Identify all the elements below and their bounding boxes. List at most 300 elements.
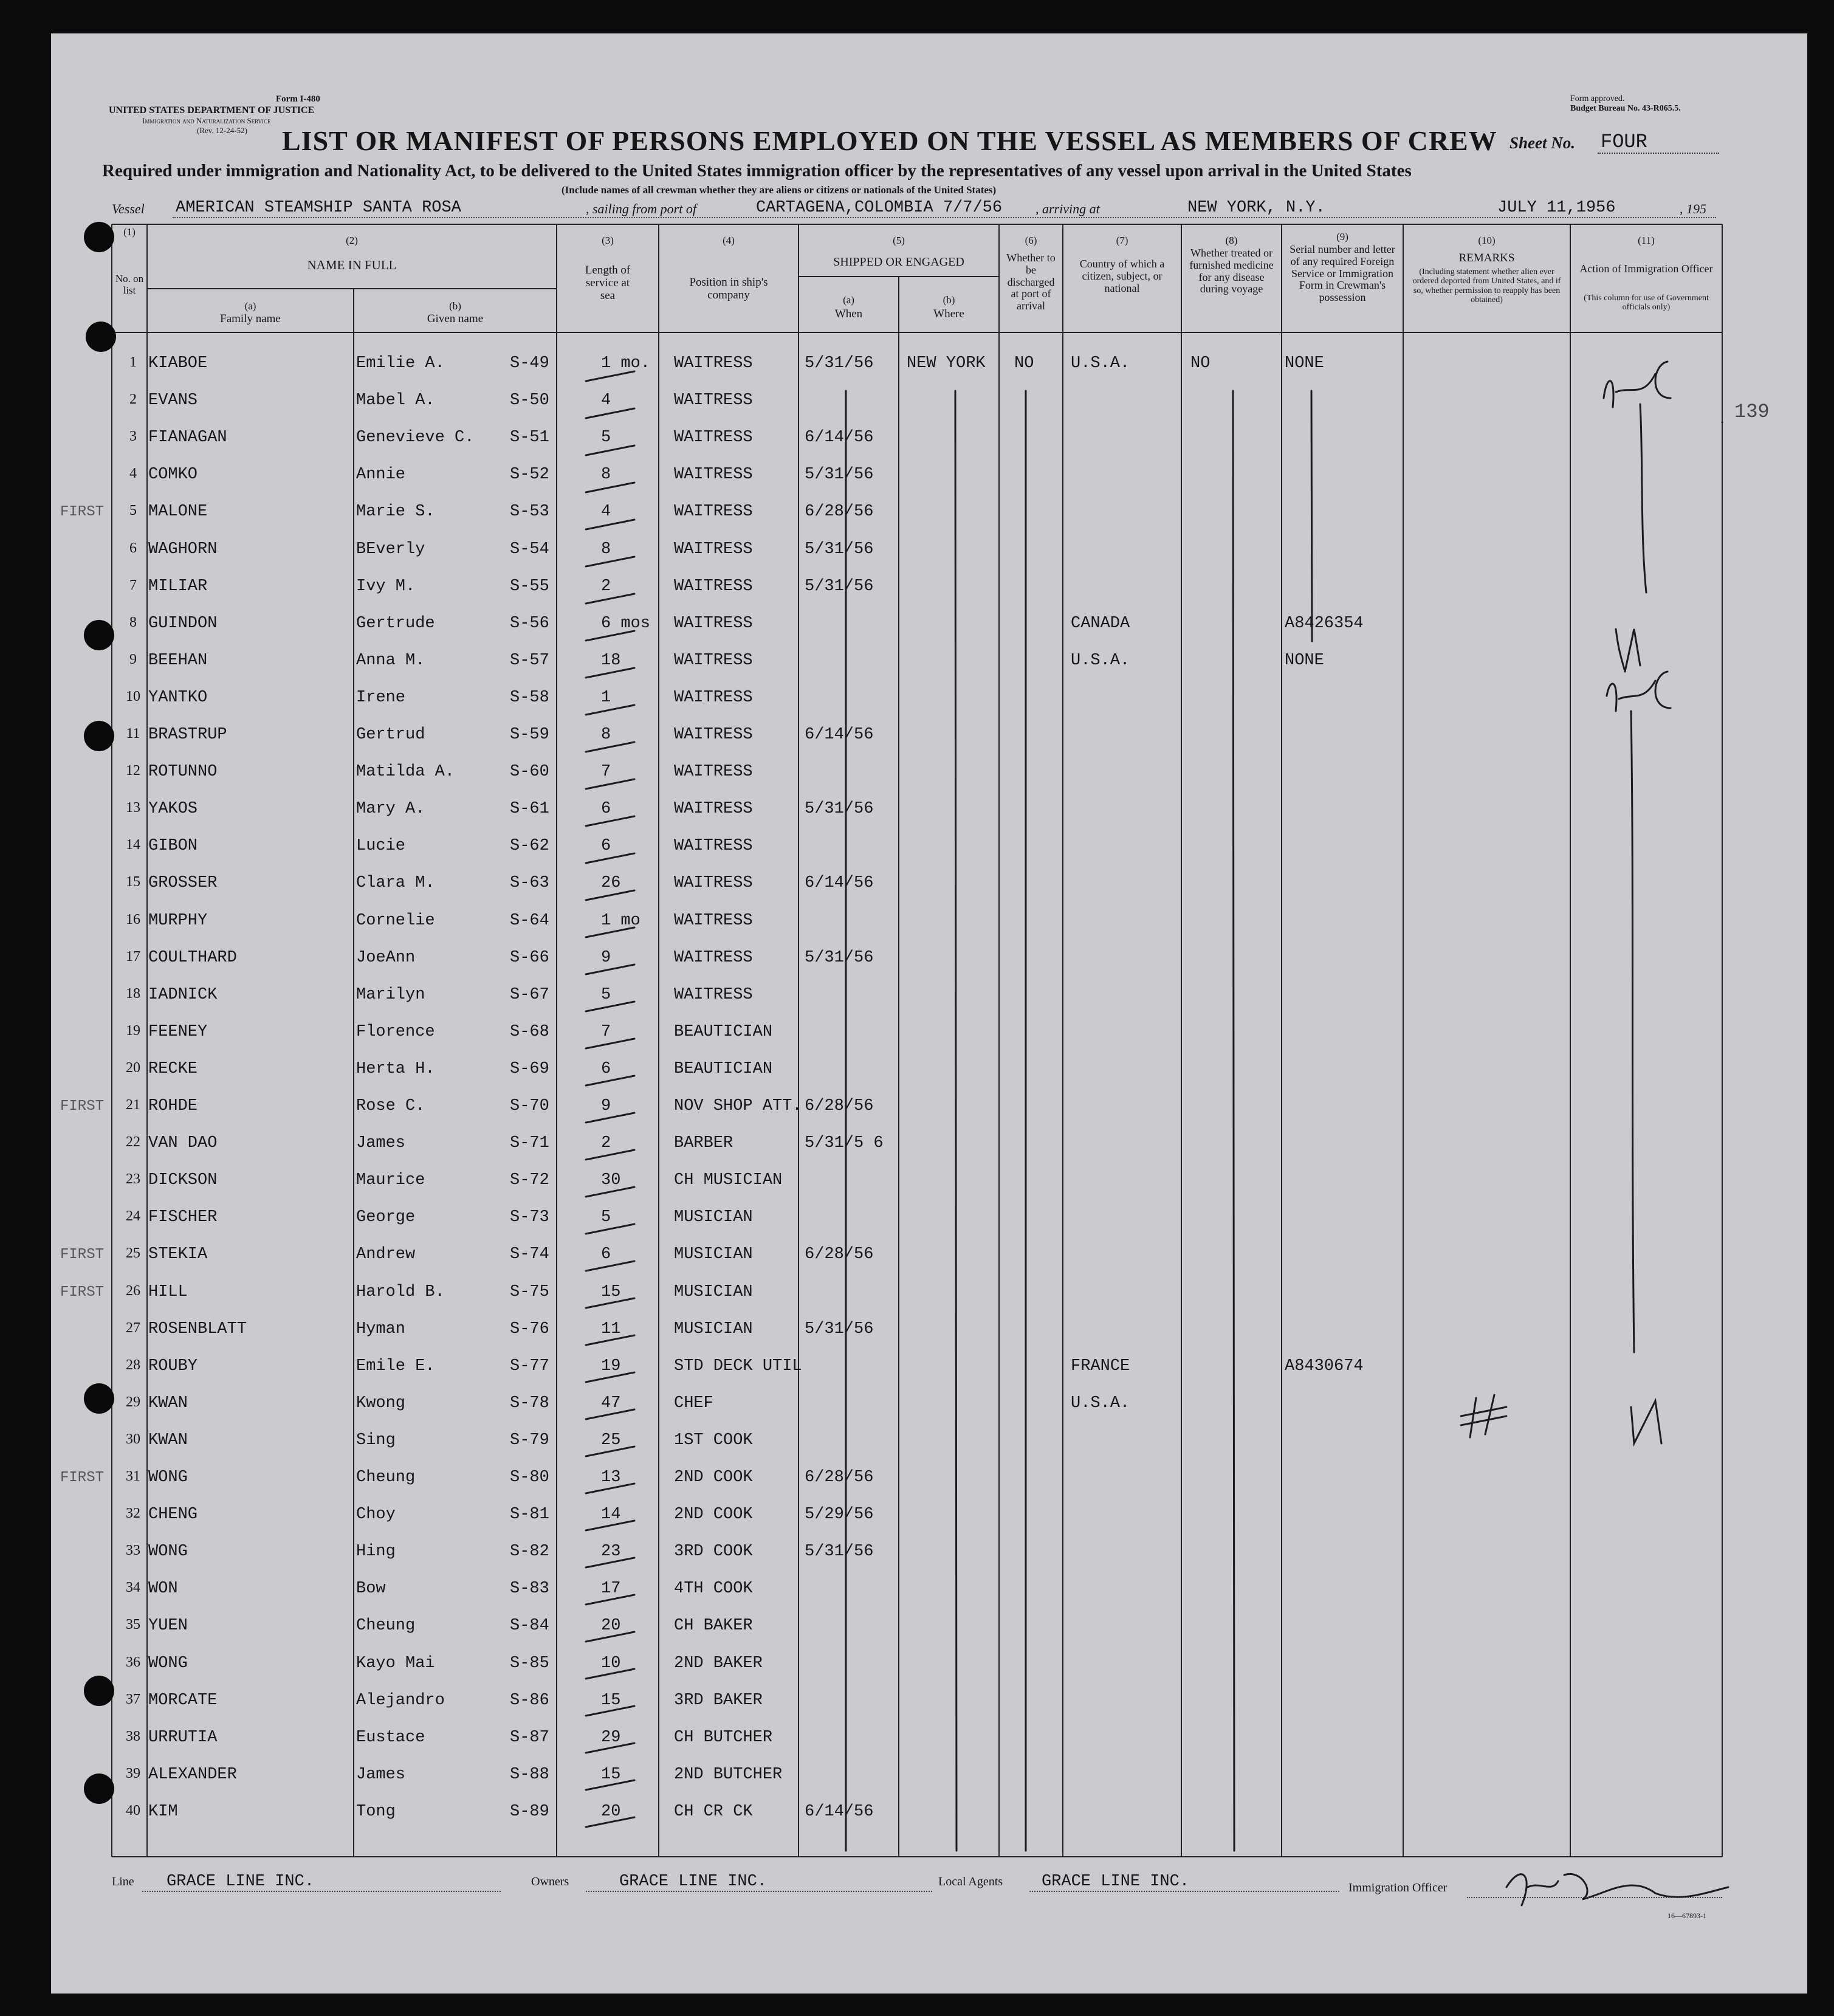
position: MUSICIAN <box>674 1208 753 1227</box>
col1-number: (1) <box>123 226 136 238</box>
year-suffix: , 195 <box>1680 201 1706 216</box>
form-approved: Form approved. <box>1570 94 1625 103</box>
length-of-service: 15 <box>601 1691 621 1710</box>
line-label: Line <box>112 1875 134 1888</box>
shipped-when: 5/31/56 <box>805 540 874 559</box>
col5-title: SHIPPED OR ENGAGED <box>833 255 964 269</box>
crew-serial: S-53 <box>510 503 549 521</box>
given-name: Rose C. <box>356 1097 425 1115</box>
position: CH MUSICIAN <box>674 1171 783 1190</box>
shipped-when: 6/28/56 <box>805 1097 874 1115</box>
country: U.S.A. <box>1071 651 1130 670</box>
col1-title: No. on list <box>115 273 144 296</box>
family-name: WON <box>148 1580 178 1598</box>
country: CANADA <box>1071 614 1130 633</box>
owners-value: GRACE LINE INC. <box>619 1873 768 1891</box>
length-of-service: 4 <box>601 503 611 521</box>
length-of-service: 14 <box>601 1505 621 1524</box>
position: CH CR CK <box>674 1802 753 1821</box>
given-name: Bow <box>356 1580 386 1598</box>
row-number: 22 <box>126 1134 140 1151</box>
manifest-sheet <box>51 33 1807 1994</box>
crew-serial: S-80 <box>510 1468 549 1487</box>
sailing-from: CARTAGENA,COLOMBIA 7/7/56 <box>756 199 1003 217</box>
col5-number: (5) <box>893 235 905 246</box>
family-name: ROTUNNO <box>148 763 218 782</box>
position: NOV SHOP ATT. <box>674 1097 802 1115</box>
shipped-when: 5/31/56 <box>805 1319 874 1338</box>
position: WAITRESS <box>674 837 753 856</box>
crew-serial: S-81 <box>510 1505 549 1524</box>
row-number: 26 <box>126 1282 140 1299</box>
arrival-date: JULY 11,1956 <box>1497 199 1616 217</box>
row-number: 16 <box>126 911 140 927</box>
given-name: Choy <box>356 1505 396 1524</box>
country: FRANCE <box>1071 1357 1130 1375</box>
col3-number: (3) <box>602 235 614 246</box>
position: WAITRESS <box>674 763 753 782</box>
family-name: HILL <box>148 1282 188 1301</box>
position: WAITRESS <box>674 540 753 559</box>
length-of-service: 6 <box>601 1059 611 1078</box>
crew-serial: S-87 <box>510 1728 549 1747</box>
margin-note: FIRST <box>60 1247 105 1264</box>
crew-serial: S-75 <box>510 1282 549 1301</box>
family-name: FISCHER <box>148 1208 218 1227</box>
row-number: 6 <box>129 540 137 556</box>
form-serial: A8426354 <box>1285 614 1364 633</box>
length-of-service: 29 <box>601 1728 621 1747</box>
crew-serial: S-62 <box>510 837 549 856</box>
col10-subtitle: (Including statement whether alien ever ordered deported from United States, and if so, whether permission to reapply has been obtained) <box>1412 267 1561 305</box>
row-number: 40 <box>126 1802 140 1818</box>
crew-serial: S-82 <box>510 1543 549 1561</box>
length-of-service: 11 <box>601 1319 621 1338</box>
row-number: 24 <box>126 1208 140 1225</box>
crew-serial: S-72 <box>510 1171 549 1190</box>
position: WAITRESS <box>674 726 753 744</box>
crew-serial: S-70 <box>510 1097 549 1115</box>
row-number: 10 <box>126 688 140 704</box>
given-name: Mary A. <box>356 800 425 819</box>
discharge: NO <box>1014 354 1034 373</box>
length-of-service: 9 <box>601 1097 611 1115</box>
crew-serial: S-89 <box>510 1802 549 1821</box>
given-name: James <box>356 1765 406 1784</box>
crew-serial: S-79 <box>510 1431 549 1450</box>
given-name: Kwong <box>356 1394 406 1412</box>
row-number: 18 <box>126 985 140 1002</box>
position: 1ST COOK <box>674 1431 753 1450</box>
length-of-service: 7 <box>601 763 611 782</box>
col2-number: (2) <box>346 235 358 246</box>
row-number: 8 <box>129 614 137 630</box>
length-of-service: 6 <box>601 837 611 856</box>
row-number: 30 <box>126 1431 140 1447</box>
length-of-service: 30 <box>601 1171 621 1190</box>
line-value: GRACE LINE INC. <box>167 1873 315 1891</box>
punch-hole <box>86 322 116 352</box>
agents-label: Local Agents <box>938 1875 1003 1888</box>
position: MUSICIAN <box>674 1282 753 1301</box>
family-name: VAN DAO <box>148 1134 218 1153</box>
position: WAITRESS <box>674 688 753 707</box>
family-name: WONG <box>148 1468 188 1487</box>
given-name: Eustace <box>356 1728 425 1747</box>
row-number: 37 <box>126 1691 140 1707</box>
col11-subtitle: (This column for use of Government officials only) <box>1584 294 1709 312</box>
vessel-label: Vessel <box>112 201 145 216</box>
family-name: YANTKO <box>148 688 208 707</box>
family-name: WONG <box>148 1654 188 1673</box>
col4-title: Position in ship's company <box>689 276 768 301</box>
position: WAITRESS <box>674 985 753 1004</box>
row-number: 19 <box>126 1022 140 1039</box>
family-name: GIBON <box>148 837 198 856</box>
length-of-service: 7 <box>601 1022 611 1041</box>
given-name: Alejandro <box>356 1691 445 1710</box>
country: U.S.A. <box>1071 354 1130 373</box>
given-name: James <box>356 1134 406 1153</box>
given-name: Harold B. <box>356 1282 445 1301</box>
given-name: Sing <box>356 1431 396 1450</box>
length-of-service: 26 <box>601 874 621 893</box>
punch-hole <box>84 222 114 252</box>
family-name: STEKIA <box>148 1245 208 1264</box>
row-number: 35 <box>126 1617 140 1633</box>
family-name: KWAN <box>148 1394 188 1412</box>
row-number: 20 <box>126 1059 140 1076</box>
row-number: 36 <box>126 1654 140 1670</box>
family-name: WAGHORN <box>148 540 218 559</box>
form-serial: NONE <box>1285 354 1324 373</box>
position: 3RD BAKER <box>674 1691 763 1710</box>
col10-number: (10) <box>1478 235 1496 246</box>
col10-title: REMARKS <box>1458 252 1515 264</box>
given-name: George <box>356 1208 416 1227</box>
agents-value: GRACE LINE INC. <box>1042 1873 1190 1891</box>
col9-number: (9) <box>1336 231 1348 243</box>
position: WAITRESS <box>674 577 753 596</box>
length-of-service: 15 <box>601 1282 621 1301</box>
given-name: Cheung <box>356 1617 416 1636</box>
row-number: 25 <box>126 1245 140 1262</box>
medicine: NO <box>1190 354 1211 373</box>
position: BEAUTICIAN <box>674 1022 773 1041</box>
length-of-service: 4 <box>601 391 611 410</box>
shipped-when: 6/28/56 <box>805 1245 874 1264</box>
row-number: 9 <box>129 651 137 667</box>
page-title: LIST OR MANIFEST OF PERSONS EMPLOYED ON THE VESSEL AS MEMBERS OF CREW <box>282 125 1497 156</box>
length-of-service: 2 <box>601 577 611 596</box>
row-number: 14 <box>126 837 140 853</box>
col7-number: (7) <box>1116 235 1128 246</box>
given-name: JoeAnn <box>356 948 416 967</box>
given-name: Marilyn <box>356 985 425 1004</box>
margin-note: FIRST <box>60 1098 105 1115</box>
punch-hole <box>84 721 114 751</box>
position: MUSICIAN <box>674 1319 753 1338</box>
length-of-service: 19 <box>601 1357 621 1375</box>
family-name: RECKE <box>148 1059 198 1078</box>
given-name: Herta H. <box>356 1059 435 1078</box>
owners-label: Owners <box>531 1875 569 1888</box>
form-number: Form I-480 <box>276 94 320 104</box>
crew-serial: S-74 <box>510 1245 549 1264</box>
handwritten-annotations <box>51 33 1807 1994</box>
family-name: COULTHARD <box>148 948 237 967</box>
given-name: Marie S. <box>356 503 435 521</box>
length-of-service: 6 <box>601 800 611 819</box>
given-name: Irene <box>356 688 406 707</box>
col6-title: Whether to be discharged at port of arrival <box>1006 252 1056 312</box>
family-name: CHENG <box>148 1505 198 1524</box>
shipped-when: 6/14/56 <box>805 1802 874 1821</box>
col6-number: (6) <box>1025 235 1037 246</box>
position: CHEF <box>674 1394 713 1412</box>
shipped-when: 5/31/56 <box>805 948 874 967</box>
position: 4TH COOK <box>674 1580 753 1598</box>
crew-serial: S-88 <box>510 1765 549 1784</box>
col5b-number: (b) <box>943 294 955 306</box>
given-name: Genevieve C. <box>356 428 475 447</box>
arriving-at: NEW YORK, N.Y. <box>1187 199 1325 217</box>
col11-title: Action of Immigration Officer <box>1579 263 1713 275</box>
length-of-service: 15 <box>601 1765 621 1784</box>
footer-code: 16—67893-1 <box>1667 1911 1706 1920</box>
crew-serial: S-57 <box>510 651 549 670</box>
crew-serial: S-61 <box>510 800 549 819</box>
margin-note: FIRST <box>60 1284 105 1301</box>
punch-hole <box>84 1773 114 1804</box>
position: CH BUTCHER <box>674 1728 773 1747</box>
given-name: Emilie A. <box>356 354 445 373</box>
shipped-when: 5/31/56 <box>805 577 874 596</box>
family-name: BRASTRUP <box>148 726 227 744</box>
family-name: WONG <box>148 1543 188 1561</box>
family-name: IADNICK <box>148 985 218 1004</box>
length-of-service: 1 mo <box>601 911 641 930</box>
given-name: Emile E. <box>356 1357 435 1375</box>
crew-serial: S-49 <box>510 354 549 373</box>
crew-serial: S-58 <box>510 688 549 707</box>
crew-serial: S-68 <box>510 1022 549 1041</box>
length-of-service: 6 <box>601 1245 611 1264</box>
crew-serial: S-52 <box>510 466 549 484</box>
crew-serial: S-60 <box>510 763 549 782</box>
row-number: 11 <box>126 726 140 741</box>
service: Immigration and Naturalization Service <box>142 116 271 125</box>
family-name: DICKSON <box>148 1171 218 1190</box>
vessel-name: AMERICAN STEAMSHIP SANTA ROSA <box>176 199 461 217</box>
length-of-service: 23 <box>601 1543 621 1561</box>
crew-serial: S-66 <box>510 948 549 967</box>
col11-number: (11) <box>1638 235 1655 246</box>
row-number: 28 <box>126 1357 140 1373</box>
crew-serial: S-51 <box>510 428 549 447</box>
length-of-service: 13 <box>601 1468 621 1487</box>
position: CH BAKER <box>674 1617 753 1636</box>
position: 2ND BUTCHER <box>674 1765 783 1784</box>
crew-serial: S-86 <box>510 1691 549 1710</box>
row-number: 33 <box>126 1543 140 1559</box>
family-name: GROSSER <box>148 874 218 893</box>
given-name: Tong <box>356 1802 396 1821</box>
col5a-number: (a) <box>843 294 854 306</box>
length-of-service: 1 <box>601 688 611 707</box>
position: MUSICIAN <box>674 1245 753 1264</box>
position: WAITRESS <box>674 948 753 967</box>
length-of-service: 17 <box>601 1580 621 1598</box>
given-name: Lucie <box>356 837 406 856</box>
given-name: Cornelie <box>356 911 435 930</box>
crew-serial: S-71 <box>510 1134 549 1153</box>
row-number: 5 <box>129 503 137 519</box>
length-of-service: 1 mo. <box>601 354 651 373</box>
row-number: 13 <box>126 800 140 816</box>
family-name: KIM <box>148 1802 178 1821</box>
position: BEAUTICIAN <box>674 1059 773 1078</box>
given-name: Ivy M. <box>356 577 416 596</box>
given-name: Cheung <box>356 1468 416 1487</box>
given-name: Andrew <box>356 1245 416 1264</box>
family-name: MALONE <box>148 503 208 521</box>
length-of-service: 5 <box>601 428 611 447</box>
shipped-when: 5/31/56 <box>805 466 874 484</box>
length-of-service: 18 <box>601 651 621 670</box>
given-name: Hyman <box>356 1319 406 1338</box>
length-of-service: 8 <box>601 540 611 559</box>
family-name: YUEN <box>148 1617 188 1636</box>
length-of-service: 10 <box>601 1654 621 1673</box>
shipped-when: 6/28/56 <box>805 503 874 521</box>
margin-note: FIRST <box>60 1470 105 1486</box>
crew-serial: S-73 <box>510 1208 549 1227</box>
length-of-service: 20 <box>601 1802 621 1821</box>
col2a-number: (a) <box>244 300 256 312</box>
row-number: 39 <box>126 1765 140 1781</box>
length-of-service: 47 <box>601 1394 621 1412</box>
position: WAITRESS <box>674 874 753 893</box>
row-number: 15 <box>126 874 140 890</box>
position: WAITRESS <box>674 614 753 633</box>
crew-serial: S-77 <box>510 1357 549 1375</box>
sailing-label: , sailing from port of <box>586 201 696 216</box>
row-number: 27 <box>126 1319 140 1336</box>
given-name: Florence <box>356 1022 435 1041</box>
given-name: Anna M. <box>356 651 425 670</box>
position: 2ND BAKER <box>674 1654 763 1673</box>
crew-serial: S-67 <box>510 985 549 1004</box>
crew-serial: S-76 <box>510 1319 549 1338</box>
form-serial: NONE <box>1285 651 1324 670</box>
col4-number: (4) <box>723 235 735 246</box>
col3-title: Length of service at sea <box>585 264 631 302</box>
col5a-title: When <box>834 308 863 320</box>
family-name: FEENEY <box>148 1022 208 1041</box>
crew-serial: S-54 <box>510 540 549 559</box>
col2-title: NAME IN FULL <box>307 258 397 272</box>
position: WAITRESS <box>674 911 753 930</box>
punch-hole <box>84 1676 114 1706</box>
position: 2ND COOK <box>674 1505 753 1524</box>
shipped-where: NEW YORK <box>907 354 986 373</box>
family-name: ROUBY <box>148 1357 198 1375</box>
family-name: MORCATE <box>148 1691 218 1710</box>
given-name: Maurice <box>356 1171 425 1190</box>
crew-serial: S-63 <box>510 874 549 893</box>
row-number: 1 <box>129 354 137 370</box>
shipped-when: 6/14/56 <box>805 726 874 744</box>
crew-serial: S-55 <box>510 577 549 596</box>
shipped-when: 5/31/5 6 <box>805 1134 884 1153</box>
family-name: YAKOS <box>148 800 198 819</box>
row-number: 32 <box>126 1505 140 1522</box>
crew-serial: S-78 <box>510 1394 549 1412</box>
position: WAITRESS <box>674 391 753 410</box>
position: 3RD COOK <box>674 1543 753 1561</box>
family-name: BEEHAN <box>148 651 208 670</box>
given-name: BEverly <box>356 540 425 559</box>
family-name: URRUTIA <box>148 1728 218 1747</box>
length-of-service: 8 <box>601 466 611 484</box>
position: WAITRESS <box>674 651 753 670</box>
given-name: Kayo Mai <box>356 1654 435 1673</box>
row-number: 7 <box>129 577 137 593</box>
col5b-title: Where <box>933 308 964 320</box>
length-of-service: 25 <box>601 1431 621 1450</box>
family-name: KWAN <box>148 1431 188 1450</box>
crew-serial: S-84 <box>510 1617 549 1636</box>
col9-title: Serial number and letter of any required Foreign Service or Immigration Form in Crewman's possession <box>1290 243 1395 304</box>
given-name: Gertrude <box>356 614 435 633</box>
family-name: GUINDON <box>148 614 218 633</box>
length-of-service: 20 <box>601 1617 621 1636</box>
family-name: FIANAGAN <box>148 428 227 447</box>
family-name: KIABOE <box>148 354 208 373</box>
position: WAITRESS <box>674 354 753 373</box>
length-of-service: 5 <box>601 985 611 1004</box>
punch-hole <box>84 620 114 650</box>
family-name: MURPHY <box>148 911 208 930</box>
length-of-service: 5 <box>601 1208 611 1227</box>
form-serial: A8430674 <box>1285 1357 1364 1375</box>
row-number: 31 <box>126 1468 140 1484</box>
department: UNITED STATES DEPARTMENT OF JUSTICE <box>109 105 315 115</box>
family-name: EVANS <box>148 391 198 410</box>
crew-serial: S-69 <box>510 1059 549 1078</box>
row-number: 21 <box>126 1097 140 1113</box>
row-number: 12 <box>126 763 140 779</box>
position: WAITRESS <box>674 466 753 484</box>
crew-serial: S-64 <box>510 911 549 930</box>
row-number: 23 <box>126 1171 140 1188</box>
given-name: Annie <box>356 466 406 484</box>
crew-serial: S-50 <box>510 391 549 410</box>
family-name: COMKO <box>148 466 198 484</box>
position: 2ND COOK <box>674 1468 753 1487</box>
row-number: 17 <box>126 948 140 965</box>
length-of-service: 8 <box>601 726 611 744</box>
row-number: 3 <box>129 428 137 445</box>
shipped-when: 5/31/56 <box>805 354 874 373</box>
punch-hole <box>84 1383 114 1414</box>
col2b-title: Given name <box>427 312 484 325</box>
page-number: 139 <box>1734 401 1770 423</box>
crew-serial: S-83 <box>510 1580 549 1598</box>
include-note: (Include names of all crewman whether they are aliens or citizens or nationals of the United States) <box>562 184 997 196</box>
revision: (Rev. 12-24-52) <box>197 126 247 135</box>
